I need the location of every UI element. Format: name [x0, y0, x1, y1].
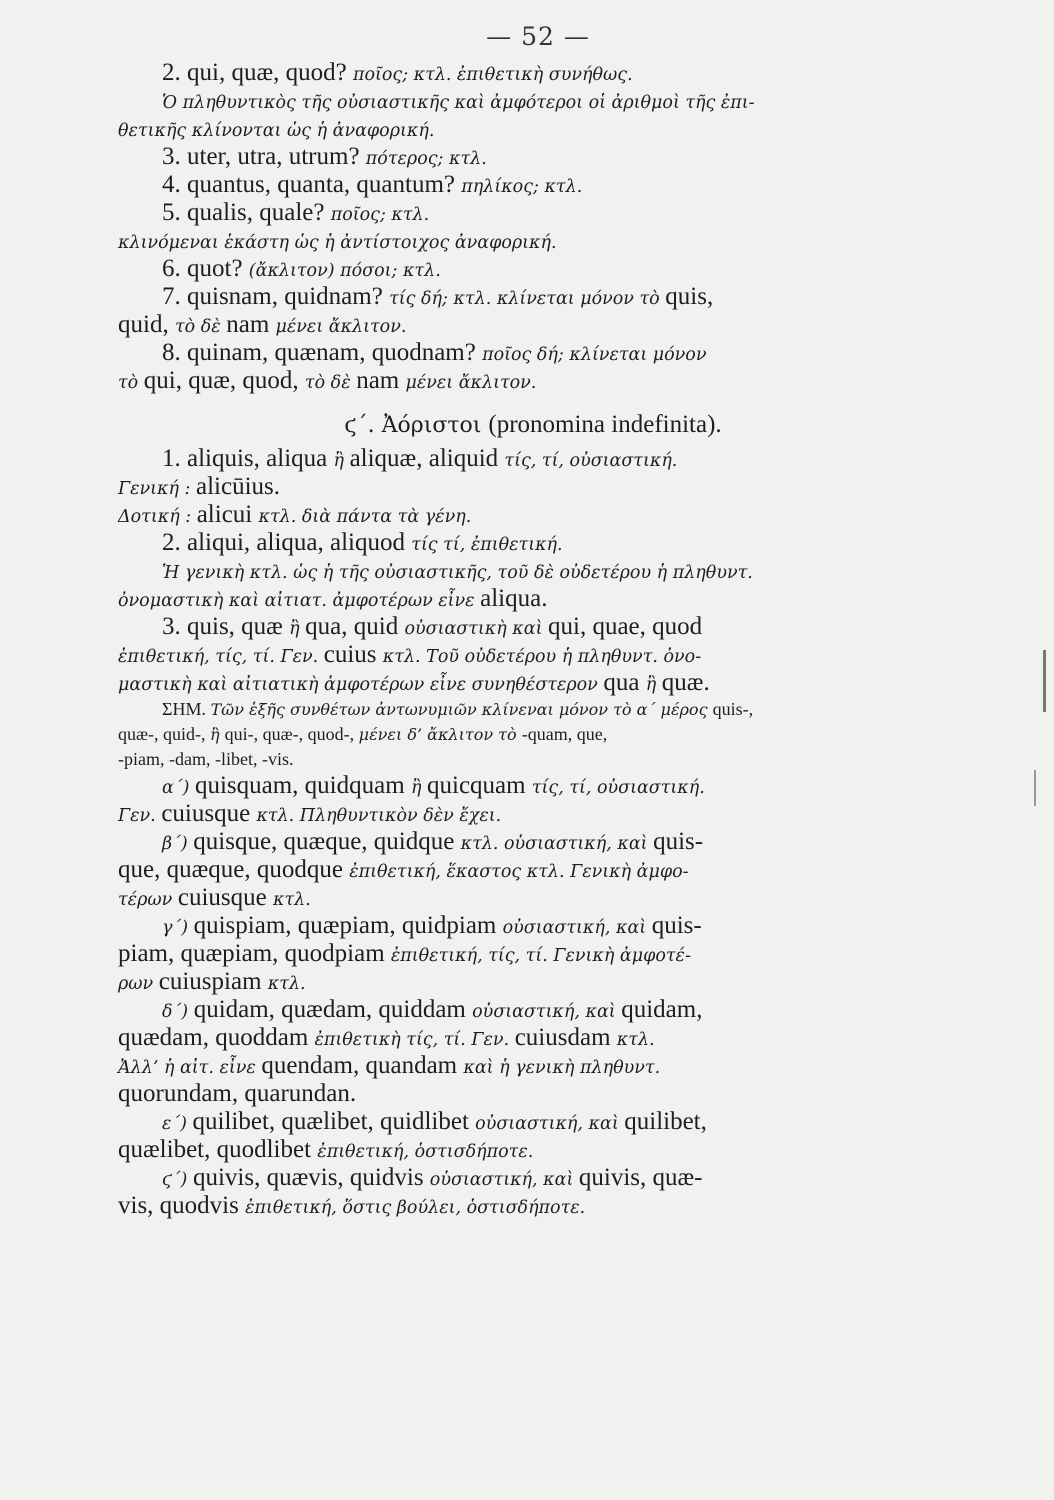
latin-text: ΣΗΜ.: [162, 699, 211, 719]
greek-text: Ἀλλ’ ἡ αἰτ. εἶνε: [118, 1058, 262, 1078]
greek-text: ε΄): [162, 1114, 193, 1134]
text-line: [118, 697, 948, 722]
greek-text: ἐπιθετική, τίς, τί. Γεν.: [118, 647, 324, 667]
greek-text: τέρων: [118, 890, 178, 910]
text-line: [118, 227, 948, 255]
greek-text: καὶ ἡ γενικὴ πληθυντ.: [463, 1058, 661, 1078]
text-line: [118, 199, 948, 227]
greek-text: ἢ: [410, 778, 427, 798]
latin-text: qui, quæ, quod,: [143, 367, 305, 394]
text-line: [118, 996, 948, 1024]
latin-text: quædam, quoddam: [118, 1024, 315, 1051]
greek-text: κτλ. Τοῦ οὐδετέρου ἡ πληθυντ. ὀνο-: [382, 647, 702, 667]
latin-text: quivis, quæ-: [578, 1164, 703, 1191]
latin-text: nam: [356, 367, 406, 394]
greek-text: μαστικὴ καὶ αἰτιατικὴ ἀμφοτέρων εἶνε συνηθέστερον: [118, 675, 604, 695]
text-line: [118, 1108, 948, 1136]
text-line: [118, 143, 948, 171]
latin-text: quidam,: [621, 996, 703, 1023]
text-line: [118, 115, 948, 143]
greek-text: ἐπιθετική, τίς, τί. Γενικὴ ἀμφοτέ-: [390, 946, 691, 966]
greek-text: κτλ. οὐσιαστική, καὶ: [460, 834, 654, 854]
latin-text: 5. qualis, quale?: [162, 199, 331, 226]
greek-text: ἢ: [645, 675, 662, 695]
latin-text: 3. quis, quæ: [162, 613, 290, 640]
greek-text: β΄): [162, 834, 194, 854]
latin-text: vis, quodvis: [118, 1192, 246, 1219]
greek-text: τὸ δὲ: [174, 317, 227, 337]
text-line: [118, 613, 948, 641]
page-edge-mark: [1043, 650, 1046, 712]
greek-text: οὐσιαστική, καὶ: [472, 1002, 622, 1022]
greek-text: ϛ΄): [162, 1170, 193, 1190]
text-line: [118, 445, 948, 473]
latin-text: quisquam, quidquam: [194, 772, 411, 799]
greek-text: μένει ἄκλιτον.: [275, 317, 407, 337]
latin-text: quid,: [118, 311, 175, 338]
greek-text: ἐπιθετικὴ τίς, τί. Γεν.: [314, 1030, 515, 1050]
greek-text: πηλίκος; κτλ.: [461, 177, 583, 197]
text-line: [118, 1080, 948, 1108]
greek-text: κλινόμεναι ἑκάστη ὡς ἡ ἀντίστοιχος ἀναφορική.: [118, 233, 557, 253]
latin-text: qui-, quæ-, quod-,: [224, 724, 359, 744]
greek-text: τίς δή; κτλ. κλίνεται μόνον τὸ: [389, 289, 666, 309]
text-line: [118, 501, 948, 529]
latin-text: -piam, -dam, -libet, -vis.: [118, 749, 294, 769]
latin-text: quisque, quæque, quidque: [193, 828, 461, 855]
latin-text: 4. quantus, quanta, quantum?: [162, 171, 462, 198]
greek-text: Ὁ πληθυντικὸς τῆς οὐσιαστικῆς καὶ ἀμφότεροι οἱ ἀριθμοὶ τῆς ἐπι-: [162, 93, 755, 113]
greek-text: οὐσιαστική, καὶ: [429, 1170, 579, 1190]
section-heading: [118, 409, 948, 439]
greek-text: Τῶν ἑξῆς συνθέτων ἀντωνυμιῶν κλίνεναι μόνον τὸ α΄ μέρος: [210, 700, 713, 719]
greek-text: ἐπιθετική, ὁστισδήποτε.: [317, 1142, 534, 1162]
text-line: [118, 1136, 948, 1164]
text-line: [118, 585, 948, 613]
text-line: [118, 557, 948, 585]
latin-text: 6. quot?: [162, 255, 249, 282]
latin-text: 2. qui, quæ, quod?: [162, 59, 353, 86]
latin-text: quis-: [651, 912, 702, 939]
latin-text: cuiusque: [177, 884, 273, 911]
greek-text: τὸ δὲ: [304, 373, 357, 393]
text-line: [118, 772, 948, 800]
greek-text: τὸ: [118, 373, 144, 393]
greek-text: κτλ.: [267, 974, 306, 994]
greek-text: ποῖος; κτλ. ἐπιθετικὴ συνήθως.: [352, 65, 633, 85]
latin-text: cuiusque: [161, 800, 257, 827]
greek-text: ἐπιθετική, ἕκαστος κτλ. Γενικὴ ἀμφο-: [349, 862, 689, 882]
text-line: [118, 283, 948, 311]
book-page: [118, 22, 948, 1220]
greek-text: οὐσιαστική, καὶ: [475, 1114, 625, 1134]
latin-text: cuiuspiam: [158, 968, 268, 995]
greek-text: ἢ: [289, 619, 306, 639]
latin-text: aliquæ, aliquid: [349, 445, 505, 472]
greek-text: κτλ. διὰ πάντα τὰ γένη.: [258, 507, 472, 527]
greek-text: α΄): [162, 778, 195, 798]
section-heading-latin: (pronomina indefinita).: [488, 411, 722, 438]
text-line: [118, 912, 948, 940]
greek-text: (ἄκλιτον) πόσοι; κτλ.: [248, 261, 441, 281]
text-line: [118, 1024, 948, 1052]
latin-text: quis-: [653, 828, 704, 855]
latin-text: quorundam, quarundan.: [118, 1080, 357, 1107]
latin-text: alicūius.: [196, 473, 281, 500]
latin-text: quæ.: [661, 669, 710, 696]
latin-text: piam, quæpiam, quodpiam: [118, 940, 391, 967]
latin-text: 8. quinam, quænam, quodnam?: [162, 339, 483, 366]
latin-text: quidam, quædam, quiddam: [193, 996, 473, 1023]
text-line: [118, 641, 948, 669]
note-block: [118, 697, 948, 772]
text-line: [118, 722, 948, 747]
compound-pronoun-list: [118, 772, 948, 1220]
pronoun-list-interrogative: [118, 59, 948, 395]
greek-text: μένει δ’ ἄκλιτον τὸ: [358, 725, 522, 744]
latin-text: cuiusdam: [514, 1024, 617, 1051]
latin-text: qui, quae, quod: [548, 613, 703, 640]
greek-text: Δοτική :: [118, 507, 197, 527]
latin-text: 1. aliquis, aliqua: [162, 445, 334, 472]
greek-text: οὐσιαστικὴ καὶ: [404, 619, 548, 639]
latin-text: qua: [603, 669, 646, 696]
latin-text: quilibet, quælibet, quidlibet: [192, 1108, 476, 1135]
greek-text: τίς τί, ἐπιθετική.: [411, 535, 563, 555]
greek-text: Γενική :: [118, 479, 197, 499]
latin-text: alicui: [196, 501, 259, 528]
latin-text: aliqua.: [480, 585, 548, 612]
text-line: [118, 171, 948, 199]
greek-text: κτλ.: [272, 890, 311, 910]
greek-text: τίς, τί, οὐσιαστική.: [531, 778, 705, 798]
greek-text: μένει ἄκλιτον.: [405, 373, 537, 393]
latin-text: quilibet,: [624, 1108, 707, 1135]
latin-text: qua, quid: [305, 613, 405, 640]
greek-text: ποῖος; κτλ.: [330, 205, 430, 225]
latin-text: que, quæque, quodque: [118, 856, 350, 883]
text-line: [118, 669, 948, 697]
latin-text: quendam, quandam: [261, 1052, 464, 1079]
page-number: — 52 —: [486, 22, 590, 51]
text-line: [118, 800, 948, 828]
text-line: [118, 940, 948, 968]
greek-text: τίς, τί, οὐσιαστική.: [504, 451, 678, 471]
latin-text: 3. uter, utra, utrum?: [162, 143, 366, 170]
text-line: [118, 856, 948, 884]
greek-text: ἐπιθετική, ὅστις βούλει, ὁστισδήποτε.: [245, 1198, 586, 1218]
text-line: [118, 1192, 948, 1220]
latin-text: quivis, quævis, quidvis: [192, 1164, 430, 1191]
greek-text: κτλ. Πληθυντικὸν δὲν ἔχει.: [256, 806, 502, 826]
greek-text: ἢ: [333, 451, 350, 471]
latin-text: nam: [226, 311, 276, 338]
text-line: [118, 473, 948, 501]
latin-text: quis-,: [712, 699, 754, 719]
latin-text: 7. quisnam, quidnam?: [162, 283, 390, 310]
latin-text: quælibet, quodlibet: [118, 1136, 318, 1163]
pronoun-list-indefinite: [118, 445, 948, 697]
greek-text: Γεν.: [118, 806, 162, 826]
greek-text: ρων: [118, 974, 159, 994]
latin-text: quis,: [665, 283, 714, 310]
greek-text: ποῖος δή; κλίνεται μόνον: [482, 345, 707, 365]
latin-text: quicquam: [427, 772, 532, 799]
latin-text: -quam, que,: [521, 724, 608, 744]
text-line: [118, 1052, 948, 1080]
text-line: [118, 87, 948, 115]
latin-text: 2. aliqui, aliqua, aliquod: [162, 529, 412, 556]
page-edge-mark: [1034, 770, 1036, 806]
text-line: [118, 59, 948, 87]
greek-text: δ΄): [162, 1002, 194, 1022]
greek-text: κτλ.: [616, 1030, 655, 1050]
text-line: [118, 828, 948, 856]
greek-text: θετικῆς κλίνονται ὡς ἡ ἀναφορική.: [118, 121, 435, 141]
text-line: [118, 339, 948, 367]
latin-text: quispiam, quæpiam, quidpiam: [193, 912, 503, 939]
text-line: [118, 311, 948, 339]
text-line: [118, 968, 948, 996]
greek-text: ἢ: [210, 725, 225, 744]
text-line: [118, 747, 948, 772]
greek-text: οὐσιαστική, καὶ: [502, 918, 652, 938]
text-line: [118, 529, 948, 557]
greek-text: Ἡ γενικὴ κτλ. ὡς ἡ τῆς οὐσιαστικῆς, τοῦ δὲ οὐδετέρου ἡ πληθυντ.: [162, 563, 753, 583]
latin-text: quæ-, quid-,: [118, 724, 210, 744]
greek-text: γ΄): [162, 918, 194, 938]
text-line: [118, 884, 948, 912]
section-heading-greek: ϛ΄. Ἀόριστοι: [344, 413, 489, 438]
greek-text: ὀνομαστικὴ καὶ αἰτιατ. ἀμφοτέρων εἶνε: [118, 591, 481, 611]
text-line: [118, 367, 948, 395]
latin-text: cuius: [323, 641, 383, 668]
text-line: [118, 1164, 948, 1192]
greek-text: πότερος; κτλ.: [365, 149, 487, 169]
text-line: [118, 255, 948, 283]
